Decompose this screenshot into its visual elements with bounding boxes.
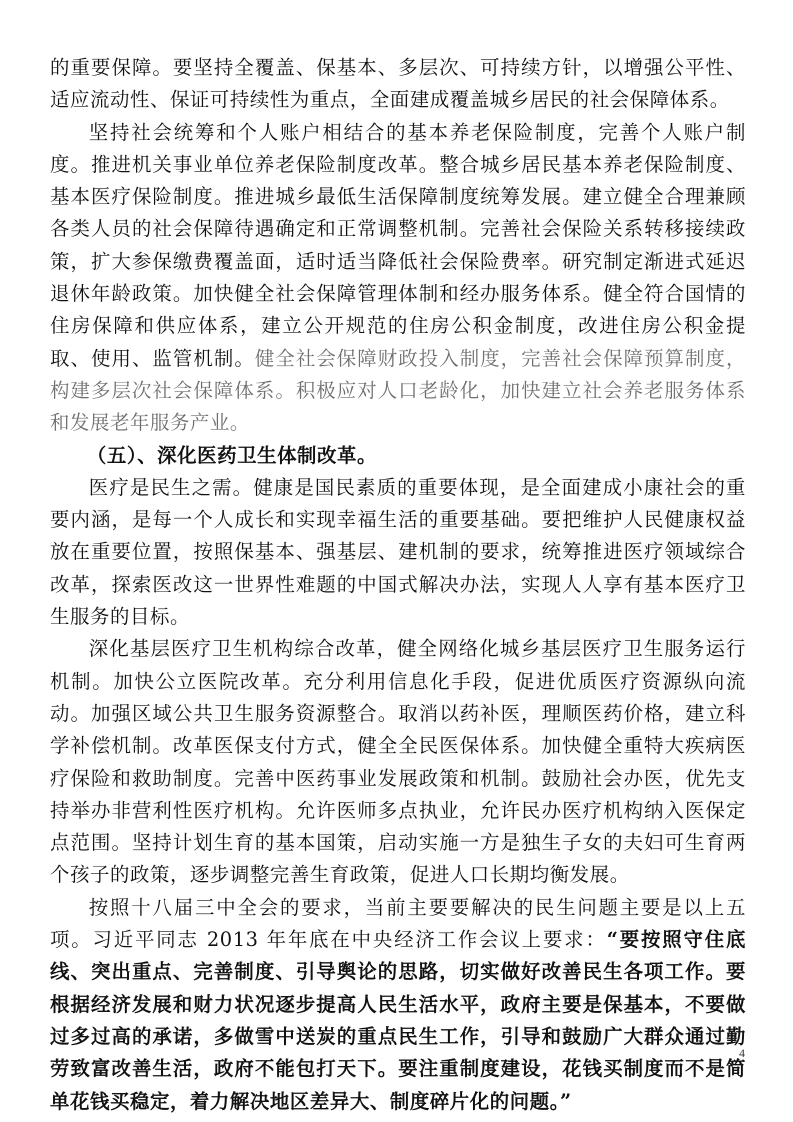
paragraph-conclusion <box>50 892 746 1118</box>
paragraph-social-security-intro: 的重要保障。要坚持全覆盖、保基本、多层次、可持续方针，以增强公平性、适应流动性、保证可持续性为重点，全面建成覆盖城乡居民的社会保障体系。 <box>50 56 746 112</box>
paragraph-medical-needs: 医疗是民生之需。健康是国民素质的重要体现，是全面建成小康社会的重要内涵，是每一个人成长和实现幸福生活的重要基础。要把维护人民健康权益放在重要位置，按照保基本、强基层、建机制的要求，统筹推进医疗领域综合改革，探索医改这一世界性难题的中国式解决办法，实现人人享有基本医疗卫生服务的目标。 <box>50 475 746 629</box>
paragraph-pension-reform <box>50 117 746 440</box>
page-number: 4 <box>739 1046 745 1060</box>
section-heading-medical-reform: （五）、深化医药卫生体制改革。 <box>86 443 378 467</box>
paragraph-conclusion-text: 按照十八届三中全会的要求，当前主要要解决的民生问题主要是以上五项。习近平同志 2013 年年底在中央经济工作会议上要求： <box>50 895 746 952</box>
paragraph-pension-reform-text: 坚持社会统筹和个人账户相结合的基本养老保险制度，完善个人账户制度。推进机关事业单位养老保险制度改革。整合城乡居民基本养老保险制度、基本医疗保险制度。推进城乡最低生活保障制度统筹发展。建立健全合理兼顾各类人员的社会保障待遇确定和正常调整机制。完善社会保险关系转移接续政策，扩大参保缴费覆盖面，适时适当降低社会保险费率。研究制定渐进式延迟退休年龄政策。加快健全社会保障管理体制和经办服务体系。健全符合国情的住房保障和供应体系，建立公开规范的住房公积金制度，改进住房公积金提取、使用、监管机制。 <box>50 120 746 370</box>
document-page <box>50 52 746 1118</box>
paragraph-pension-reform-faded-text: 健全社会保障财政投入制度，完善社会保障预算制度，构建多层次社会保障体系。积极应对人口老龄化，加快建立社会养老服务体系和发展老年服务产业。 <box>50 346 747 435</box>
paragraph-conclusion-quote: “要按照守住底线、突出重点、完善制度、引导舆论的思路，切实做好改善民生各项工作。要根据经济发展和财力状况逐步提高人民生活水平，政府主要是保基本，不要做过多过高的承诺，多做雪中送炭的重点民生工作，引导和鼓励广大群众通过勤劳致富改善生活，政府不能包打天下。要注重制度建设，花钱买制度而不是简单花钱买稳定，着力解决地区差异大、制度碎片化的问题。” <box>50 928 746 1113</box>
paragraph-grassroots-medical-reform: 深化基层医疗卫生机构综合改革，健全网络化城乡基层医疗卫生服务运行机制。加快公立医院改革。充分利用信息化手段，促进优质医疗资源纵向流动。加强区域公共卫生服务资源整合。取消以药补医，理顺医药价格，建立科学补偿机制。改革医保支付方式，健全全民医保体系。加快健全重特大疾病医疗保险和救助制度。完善中医药事业发展政策和机制。鼓励社会办医，优先支持举办非营利性医疗机构。允许医师多点执业，允许民办医疗机构纳入医保定点范围。坚持计划生育的基本国策，启动实施一方是独生子女的夫妇可生育两个孩子的政策，逐步调整完善生育政策，促进人口长期均衡发展。 <box>50 637 746 887</box>
